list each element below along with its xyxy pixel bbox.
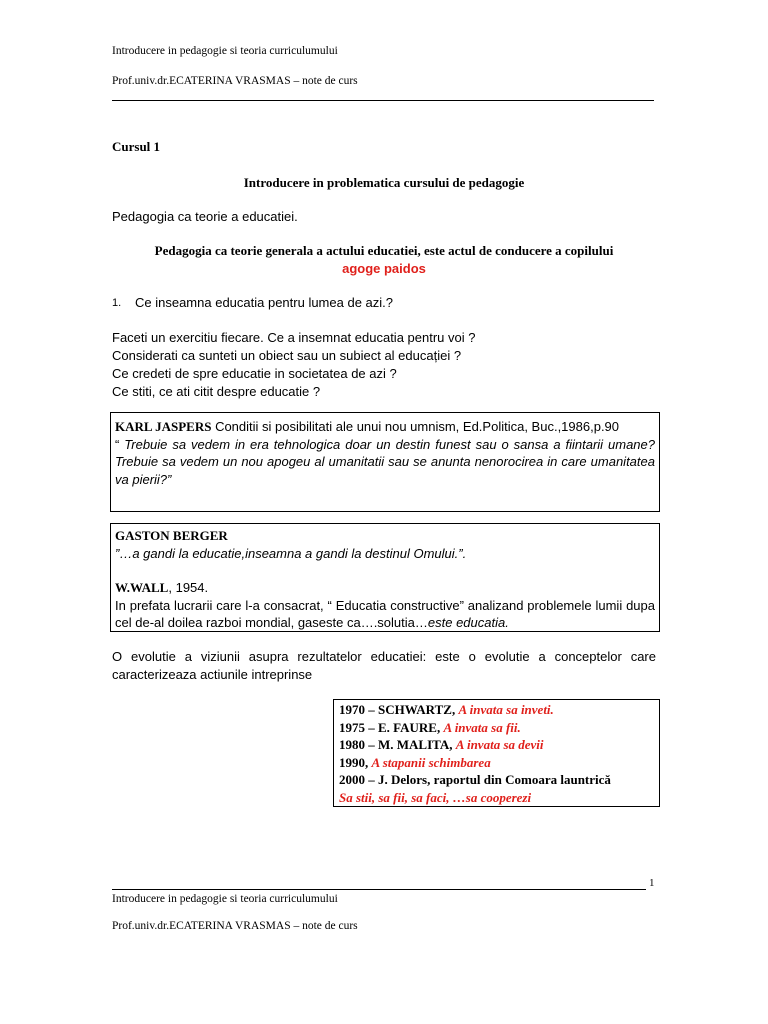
header-rule — [112, 100, 654, 101]
berger-wall-box — [110, 523, 660, 632]
footer-rule — [112, 889, 646, 890]
course-number: Cursul 1 — [112, 139, 161, 154]
wall-year: , 1954. — [168, 580, 209, 595]
greek-term: agoge paidos — [342, 261, 426, 276]
jaspers-author: KARL JASPERS — [115, 419, 212, 434]
berger-quote: ”…a gandi la educatie,inseamna a gandi la destinul Omului.”. — [115, 546, 467, 561]
definition-text: Pedagogia ca teorie generala a actului educatiei, este actul de conducere a copilului — [154, 243, 614, 258]
header-course-title: Introducere in pedagogie si teoria curriculumului — [112, 45, 338, 57]
timeline-item: 2000 – J. Delors, raportul din Comoara launtrică — [339, 772, 611, 788]
timeline-box — [333, 699, 660, 807]
wall-text: In prefata lucrarii care l-a consacrat, “ Educatia constructive” analizand problemele lumii dupa cel de-al doilea razboi mondial, gaseste ca….solutia… — [115, 598, 655, 630]
exercise-item: Considerati ca sunteti un obiect sau un subiect al educației ? — [112, 348, 462, 363]
timeline-item: 1975 – E. FAURE, A invata sa fii. — [339, 719, 521, 735]
question-number: 1. — [112, 297, 122, 309]
wall-name: W.WALL — [115, 580, 169, 595]
timeline-item: Sa stii, sa fii, sa faci, …sa cooperezi — [339, 789, 532, 805]
footer-course-title: Introducere in pedagogie si teoria curriculumului — [112, 893, 338, 905]
wall-end: este educatia. — [427, 615, 509, 630]
footer-author-line: Prof.univ.dr.ECATERINA VRASMAS – note de curs — [112, 920, 358, 932]
subtitle: Pedagogia ca teorie a educatiei. — [112, 209, 298, 224]
timeline-item: 1980 – M. MALITA, A invata sa devii — [339, 737, 544, 753]
exercise-item: Faceti un exercitiu fiecare. Ce a insemnat educatia pentru voi ? — [112, 330, 476, 345]
exercise-list — [112, 329, 475, 401]
timeline-item: 1990, A stapanii schimbarea — [339, 754, 491, 770]
jaspers-quote-mark: “ — [115, 436, 125, 452]
exercise-item: Ce stiti, ce ati citit despre educatie ? — [112, 384, 321, 399]
exercise-item: Ce credeti de spre educatie in societatea de azi ? — [112, 366, 397, 381]
page-number: 1 — [649, 877, 655, 889]
jaspers-reference: Conditii si posibilitati ale unui nou umnism, Ed.Politica, Buc.,1986,p.90 — [211, 419, 620, 434]
jaspers-quote-box — [110, 412, 660, 512]
header-author-line: Prof.univ.dr.ECATERINA VRASMAS – note de curs — [112, 75, 358, 87]
berger-author: GASTON BERGER — [115, 528, 228, 543]
evolution-text: O evolutie a viziunii asupra rezultatelor educatiei: este o evolutie a conceptelor care caracterizeaza actiunile intreprinse — [112, 649, 656, 682]
question-text: Ce inseamna educatia pentru lumea de azi.? — [135, 295, 393, 310]
timeline-item: 1970 – SCHWARTZ, A invata sa inveti. — [339, 702, 554, 717]
main-title: Introducere in problematica cursului de pedagogie — [243, 175, 525, 190]
jaspers-quote: Trebuie sa vedem in era tehnologica doar un destin funest sau o sansa a fiintarii umane? Trebuie sa vedem un nou apogeu al umanitatii sau se anunta nenorocirea in care umanitatea va pierii?” — [115, 436, 655, 487]
